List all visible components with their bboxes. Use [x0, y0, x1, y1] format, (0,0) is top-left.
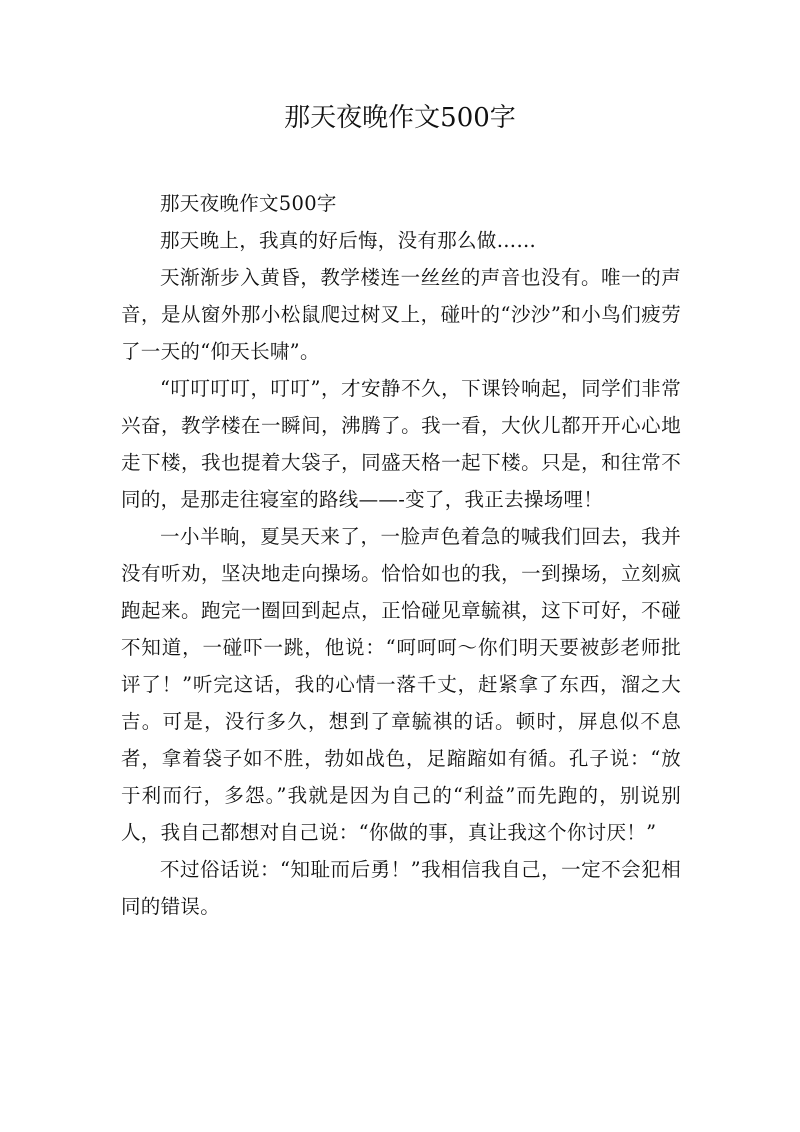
- paragraph: “叮叮叮叮，叮叮”，才安静不久，下课铃响起，同学们非常兴奋，教学楼在一瞬间，沸腾了。我一看，大伙儿都开开心心地走下楼，我也提着大袋子，同盛天格一起下楼。只是，和往常不同的，是那走往寝室的路线——-变了，我正去操场哩！: [121, 377, 681, 511]
- paragraph: 不过俗话说：“知耻而后勇！”我相信我自己，一定不会犯相同的错误。: [121, 858, 681, 918]
- document-body: [121, 185, 681, 925]
- document-title: 那天夜晚作文500字: [284, 103, 516, 133]
- paragraph: 一小半晌，夏昊天来了，一脸声色着急的喊我们回去，我并没有听劝，坚决地走向操场。恰恰如也的我，一到操场，立刻疯跑起来。跑完一圈回到起点，正恰碰见章毓祺，这下可好，不碰不知道，一碰吓一跳，他说：“呵呵呵～你们明天要被彭老师批评了！”听完这话，我的心情一落千丈，赶紧拿了东西，溜之大吉。可是，没行多久，想到了章毓祺的话。顿时，屏息似不息者，拿着袋子如不胜，勃如战色，足蹜蹜如有循。孔子说：“放于利而行，多怨。”我就是因为自己的“利益”而先跑的，别说别人，我自己都想对自己说：“你做的事，真让我这个你讨厌！”: [121, 525, 681, 844]
- paragraph: 那天晚上，我真的好后悔，没有那么做……: [160, 229, 537, 252]
- paragraph: 那天夜晚作文500字: [160, 192, 337, 215]
- paragraph: 天渐渐步入黄昏，教学楼连一丝丝的声音也没有。唯一的声音，是从窗外那小松鼠爬过树叉上，碰叶的“沙沙”和小鸟们疲劳了一天的“仰天长啸”。: [121, 266, 681, 363]
